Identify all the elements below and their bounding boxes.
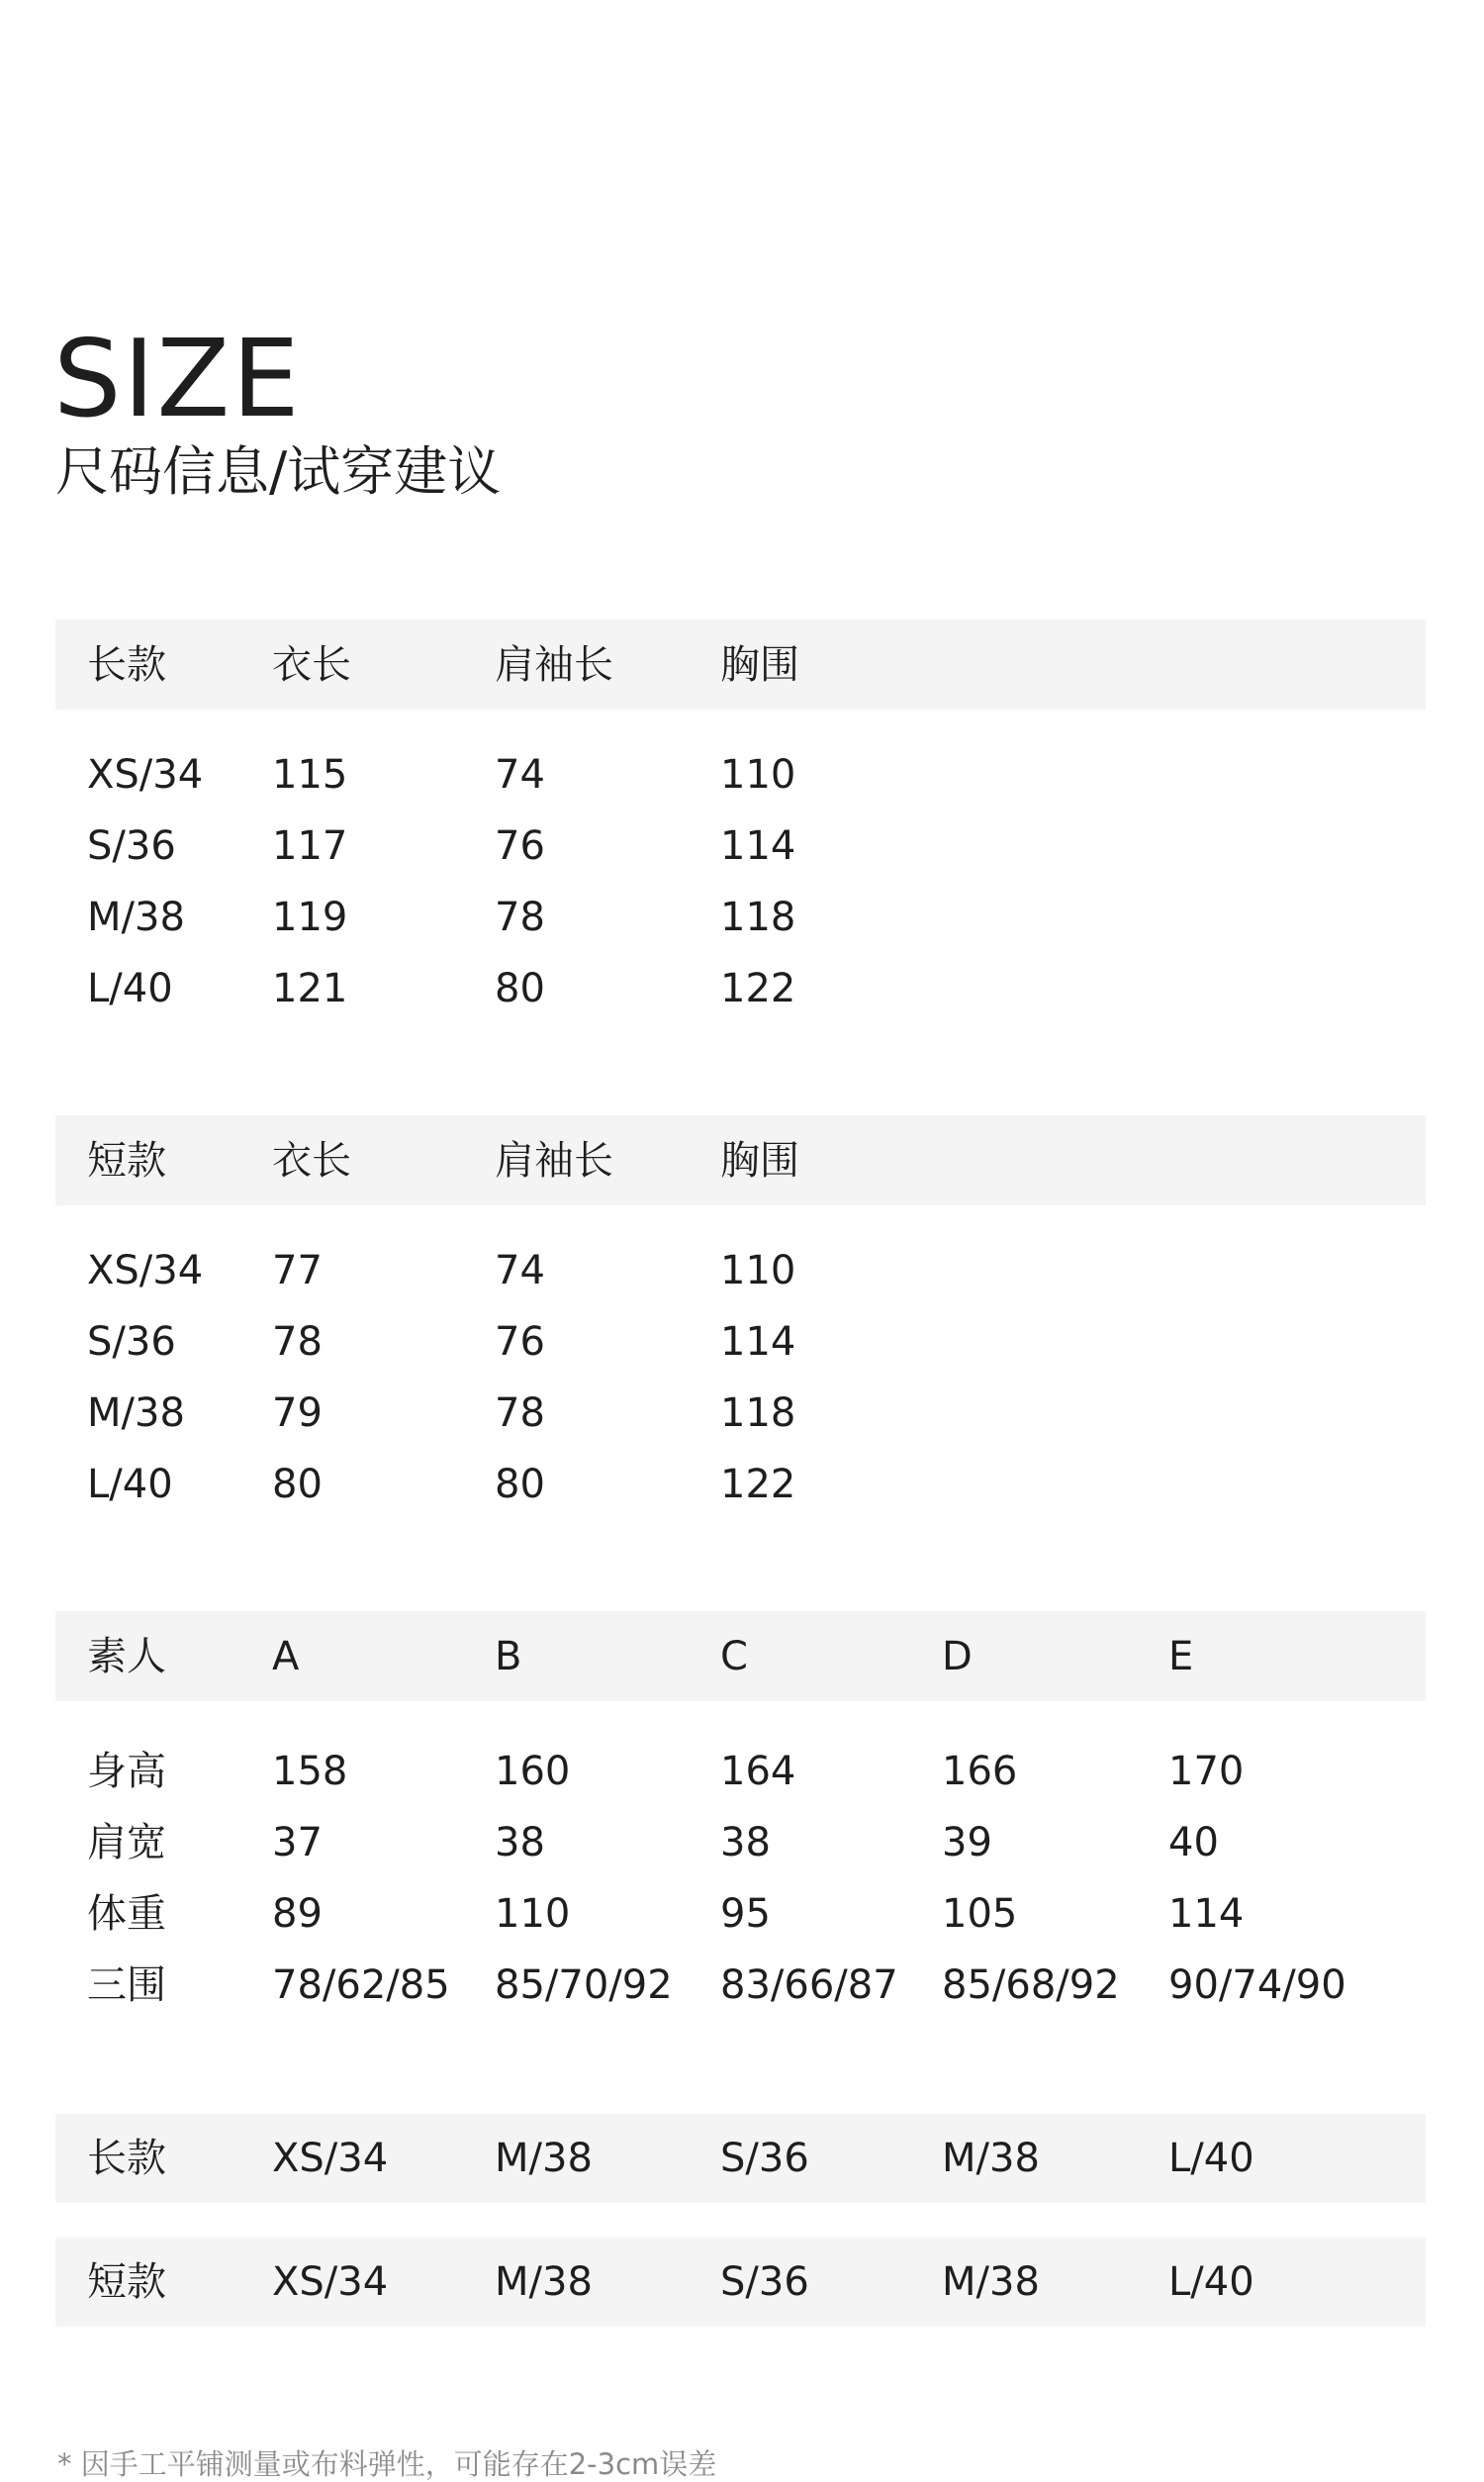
table-cell: 79 bbox=[272, 1390, 323, 1436]
table-header-cell: 短款 bbox=[87, 1137, 166, 1184]
footnote: * 因手工平铺测量或布料弹性，可能存在2-3cm误差 bbox=[57, 2447, 717, 2481]
table-cell: 170 bbox=[1168, 1749, 1245, 1794]
recommendation-label: 长款 bbox=[87, 2136, 166, 2181]
table-cell: 118 bbox=[720, 895, 796, 940]
table-cell: 110 bbox=[720, 752, 796, 798]
page-title: SIZE bbox=[53, 318, 302, 441]
table-cell: 80 bbox=[495, 966, 545, 1011]
table-cell: 78 bbox=[495, 895, 545, 940]
table-header-cell: 衣长 bbox=[272, 641, 351, 688]
table-cell: 85/68/92 bbox=[942, 1962, 1120, 2008]
table-cell: 119 bbox=[272, 895, 348, 940]
table-cell: 122 bbox=[720, 966, 796, 1011]
recommended-size: M/38 bbox=[495, 2259, 593, 2305]
table-header-cell: 胸围 bbox=[720, 641, 799, 688]
table-cell: 40 bbox=[1168, 1820, 1219, 1865]
page-subtitle: 尺码信息/试穿建议 bbox=[55, 440, 502, 503]
table-cell: 164 bbox=[720, 1749, 796, 1794]
row-label: S/36 bbox=[87, 1319, 176, 1365]
table-cell: 38 bbox=[495, 1820, 545, 1865]
table-cell: 115 bbox=[272, 752, 348, 798]
table-cell: 117 bbox=[272, 823, 348, 869]
row-label: 三围 bbox=[87, 1962, 166, 2008]
table-cell: 90/74/90 bbox=[1168, 1962, 1346, 2008]
row-label: M/38 bbox=[87, 895, 185, 940]
table-cell: 38 bbox=[720, 1820, 771, 1865]
recommended-size: M/38 bbox=[942, 2136, 1040, 2181]
table-cell: 166 bbox=[942, 1749, 1018, 1794]
table-cell: 105 bbox=[942, 1891, 1018, 1937]
row-label: S/36 bbox=[87, 823, 176, 869]
table-header-cell: D bbox=[942, 1633, 973, 1679]
table-cell: 121 bbox=[272, 966, 348, 1011]
table-header-cell: 肩袖长 bbox=[495, 1137, 613, 1184]
table-header-cell: 长款 bbox=[87, 641, 166, 688]
table-cell: 95 bbox=[720, 1891, 771, 1937]
table-cell: 78/62/85 bbox=[272, 1962, 450, 2008]
row-label: 体重 bbox=[87, 1891, 166, 1937]
recommended-size: S/36 bbox=[720, 2136, 809, 2181]
table-cell: 85/70/92 bbox=[495, 1962, 673, 2008]
recommended-size: XS/34 bbox=[272, 2259, 389, 2305]
table-header-cell: 素人 bbox=[87, 1633, 166, 1679]
table-header-cell: 衣长 bbox=[272, 1137, 351, 1184]
table-cell: 110 bbox=[720, 1248, 796, 1293]
row-label: XS/34 bbox=[87, 1248, 204, 1293]
recommended-size: XS/34 bbox=[272, 2136, 389, 2181]
table-header-cell: B bbox=[495, 1633, 522, 1679]
table-cell: 118 bbox=[720, 1390, 796, 1436]
table-cell: 37 bbox=[272, 1820, 323, 1865]
table-cell: 80 bbox=[272, 1462, 323, 1507]
row-label: L/40 bbox=[87, 1462, 173, 1507]
table-cell: 78 bbox=[272, 1319, 323, 1365]
table-cell: 76 bbox=[495, 1319, 545, 1365]
table-cell: 160 bbox=[495, 1749, 571, 1794]
table-header-cell: C bbox=[720, 1633, 748, 1679]
table-cell: 74 bbox=[495, 752, 545, 798]
table-cell: 76 bbox=[495, 823, 545, 869]
row-label: 肩宽 bbox=[87, 1820, 166, 1865]
table-cell: 39 bbox=[942, 1820, 992, 1865]
table-cell: 110 bbox=[495, 1891, 571, 1937]
table-cell: 74 bbox=[495, 1248, 545, 1293]
table-cell: 122 bbox=[720, 1462, 796, 1507]
recommended-size: M/38 bbox=[942, 2259, 1040, 2305]
recommended-size: M/38 bbox=[495, 2136, 593, 2181]
table-header-cell: 胸围 bbox=[720, 1137, 799, 1184]
table-header-cell: 肩袖长 bbox=[495, 641, 613, 688]
table-cell: 80 bbox=[495, 1462, 545, 1507]
table-cell: 114 bbox=[1168, 1891, 1245, 1937]
table-cell: 78 bbox=[495, 1390, 545, 1436]
recommended-size: S/36 bbox=[720, 2259, 809, 2305]
row-label: XS/34 bbox=[87, 752, 204, 798]
table-cell: 89 bbox=[272, 1891, 323, 1937]
row-label: 身高 bbox=[87, 1749, 166, 1794]
row-label: M/38 bbox=[87, 1390, 185, 1436]
table-cell: 158 bbox=[272, 1749, 348, 1794]
table-header-cell: A bbox=[272, 1633, 300, 1679]
table-header-cell: E bbox=[1168, 1633, 1194, 1679]
table-cell: 83/66/87 bbox=[720, 1962, 898, 2008]
table-cell: 114 bbox=[720, 823, 796, 869]
table-cell: 77 bbox=[272, 1248, 323, 1293]
recommended-size: L/40 bbox=[1168, 2136, 1254, 2181]
recommendation-label: 短款 bbox=[87, 2259, 166, 2305]
recommended-size: L/40 bbox=[1168, 2259, 1254, 2305]
row-label: L/40 bbox=[87, 966, 173, 1011]
table-cell: 114 bbox=[720, 1319, 796, 1365]
